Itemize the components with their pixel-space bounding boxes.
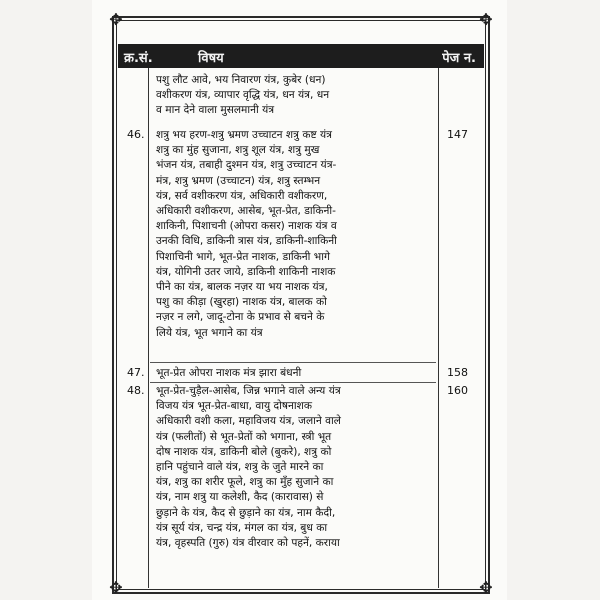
row-separator (150, 382, 436, 383)
serial-heading: क्र.सं. (124, 51, 153, 66)
corner-ornament-icon: ✥ (109, 578, 123, 597)
table-header (118, 44, 484, 68)
page-heading: पेज न. (442, 51, 476, 66)
column-divider (148, 68, 149, 588)
entry-number: 47. (127, 366, 145, 379)
entry-page: 158 (447, 366, 468, 379)
corner-ornament-icon: ✥ (109, 10, 123, 29)
entry-number: 46. (127, 128, 145, 141)
entry-page: 160 (447, 384, 468, 397)
entry-text: पशु लौट आवे, भय निवारण यंत्र, कुबेर (धन) वशीकरण यंत्र, व्यापार वृद्धि यंत्र, धन यंत्र, धन व मान देने वाला मुसलमानी यंत्र (156, 74, 330, 117)
entry-text: शत्रु भय हरण-शत्रु भ्रमण उच्चाटन शत्रु कष्ट यंत्र शत्रु का मुंह सुजाना, शत्रु शूल यंत्र, शत्रु मुख भंजन यंत्र, तबाही दुश्मन यंत्र, शत्रु उच्चाटन यंत्र- मंत्र, शत्रु भ्रमण (उच्चाटन) यंत्र, शत्रु स्तम्भन यंत्र, सर्व वशीकरण यंत्र, अधिकारी वशीकरण, अधिकारी वशीकरण, आसेब, भूत-प्रेत, डाकिनी- शाकिनी, पिशाचनी (ओपरा कसर) नाशक यंत्र व उनकी विधि, डाकिनी त्रास यंत्र, डाकिनी-शाकिनी पिशाचिनी भागे, भूत-प्रेत नाशक, डाकिनी भागे यंत्र, योगिनी उतर जाये, डाकिनी शाकिनी नाशक पीने का यंत्र, बालक नज़र या भय नाशक यंत्र, पशु का कीड़ा (खुरहा) नाशक यंत्र, बालक को नज़र न लगे, जादू-टोना के प्रभाव से बचने के लिये यंत्र, भूत भगाने का यंत्र (156, 129, 337, 339)
entry-text: भूत-प्रेत-चुड़ैल-आसेब, जिन्न भगाने वाले अन्य यंत्र विजय यंत्र भूत-प्रेत-बाधा, वायु दोषनाशक अधिकारी वशी कला, महाविजय यंत्र, जलाने वाले यंत्र (फलीतों) से भूत-प्रेतों को भगाना, स्त्री भूत दोष नाशक यंत्र, डाकिनी बोले (बुकरे), शत्रु को हानि पहुंचाने वाले यंत्र, शत्रु के जुते मारने का यंत्र, शत्रु का शरीर फूले, शत्रु का मुँह सुजाने का यंत्र, नाम शत्रु या कलेशी, कैद (कारावास) से छुड़ाने के यंत्र, कैद से छुड़ाने का यंत्र, नाम कैदी, यंत्र सूर्य यंत्र, चन्द्र यंत्र, मंगल का यंत्र, बुध का यंत्र, वृहस्पति (गुरु) यंत्र वीरवार को पहनें, कराया (156, 385, 341, 550)
corner-ornament-icon: ✥ (479, 10, 493, 29)
row-separator (150, 362, 436, 363)
entry-number: 48. (127, 384, 145, 397)
entry-text: भूत-प्रेत ओपरा नाशक मंत्र झारा बंधनी (156, 367, 302, 379)
corner-ornament-icon: ✥ (479, 578, 493, 597)
entry-page: 147 (447, 128, 468, 141)
subject-heading: विषय (198, 51, 224, 66)
